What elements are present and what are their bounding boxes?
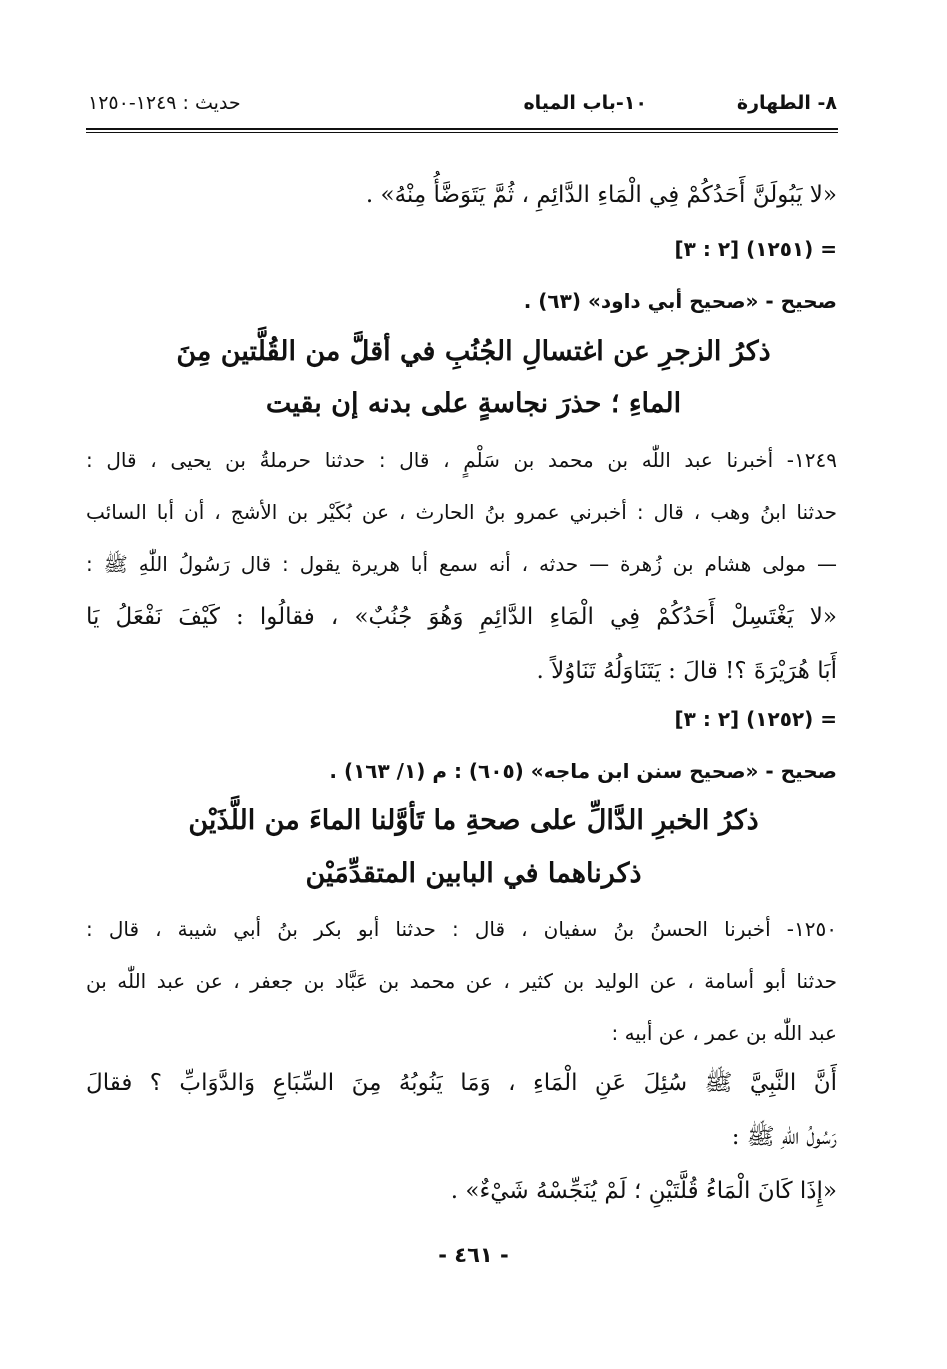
running-header xyxy=(88,88,837,128)
cross-reference: = (١٢٥١) [٢ : ٣] xyxy=(674,237,837,261)
authenticity-grade: صحيح - «صحيح أبي داود» (٦٣) . xyxy=(523,289,837,313)
hadith-text-line: رَسُولُ اللّٰهِ ﷺ : xyxy=(731,1124,837,1150)
isnad-line: — مولى هشام بن زُهرة — حدثه ، أنه سمع أبا هريرة يقول : قال رَسُولُ اللّٰهِ ﷺ : xyxy=(86,552,837,576)
hadith-text-line: أَبَا هُرَيْرَةَ ؟! قالَ : يَتَنَاوَلُهُ تَنَاوُلاً . xyxy=(536,658,837,684)
chapter-heading: ذكرُ الزجرِ عن اغتسالِ الجُنُبِ في أقلَّ من القُلَّتين مِنَ xyxy=(176,336,771,367)
hadith-text-line: «لا يَغْتَسِلْ أَحَدُكُمْ فِي الْمَاءِ الدَّائِمِ وَهُوَ جُنُبٌ» ، فقالُوا : كَيْفَ نَفْعَلُ يَا xyxy=(86,604,837,630)
header-section: ١٠-باب المياه xyxy=(523,92,647,114)
isnad-line: حدثنا أبو أسامة ، عن الوليد بن كثير ، عن محمد بن عَبَّاد بن جعفر ، عن عبد اللّٰه بن xyxy=(86,969,837,993)
isnad-line: عبد اللّٰه بن عمر ، عن أبيه : xyxy=(611,1021,837,1045)
header-rule xyxy=(86,128,838,130)
cross-reference: = (١٢٥٢) [٢ : ٣] xyxy=(674,707,837,731)
chapter-heading: ذكرناهما في البابين المتقدِّمَيْن xyxy=(305,858,642,889)
hadith-text-line: أَنَّ النَّبِيَّ ﷺ سُئِلَ عَنِ الْمَاءِ ، وَمَا يَنُوبُهُ مِنَ السِّبَاعِ وَالدَّوَابِّ ؟ فقالَ xyxy=(86,1070,837,1096)
hadith-text-line: «لا يَبُولَنَّ أَحَدُكُمْ فِي الْمَاءِ الدَّائِمِ ، ثُمَّ يَتَوَضَّأُ مِنْهُ» . xyxy=(365,182,837,208)
header-rule-thin xyxy=(86,132,838,133)
header-book-chapter: ٨- الطهارة xyxy=(736,92,837,114)
page-number: - ٤٦١ - xyxy=(438,1243,509,1267)
chapter-heading: ذكرُ الخبرِ الدَّالِّ على صحةِ ما تَأوَّلنا الماءَ من اللَّذَيْن xyxy=(188,805,759,836)
hadith-text-line: «إِذَا كَانَ الْمَاءُ قُلَّتَيْنِ ؛ لَمْ يُنَجِّسْهُ شَيْءٌ» . xyxy=(450,1178,837,1204)
isnad-line: ١٢٥٠- أخبرنا الحسنُ بنُ سفيان ، قال : حدثنا أبو بكر بنُ أبي شيبة ، قال : xyxy=(86,917,837,941)
authenticity-grade: صحيح - «صحيح سنن ابن ماجه» (٦٠٥) : م (١/ ١٦٣) . xyxy=(329,759,837,783)
isnad-line: ١٢٤٩- أخبرنا عبد اللّٰه بن محمد بن سَلْمٍ ، قال : حدثنا حرملةُ بن يحيى ، قال : xyxy=(86,448,837,472)
isnad-line: حدثنا ابنُ وهب ، قال : أخبرني عمرو بنُ الحارث ، عن بُكَيْر بن الأشج ، أن أبا السائب xyxy=(86,500,837,524)
chapter-heading: الماءِ ؛ حذرَ نجاسةٍ على بدنه إن بقيت xyxy=(265,388,682,419)
header-hadith-range: حديث : ١٢٤٩-١٢٥٠ xyxy=(88,92,241,114)
